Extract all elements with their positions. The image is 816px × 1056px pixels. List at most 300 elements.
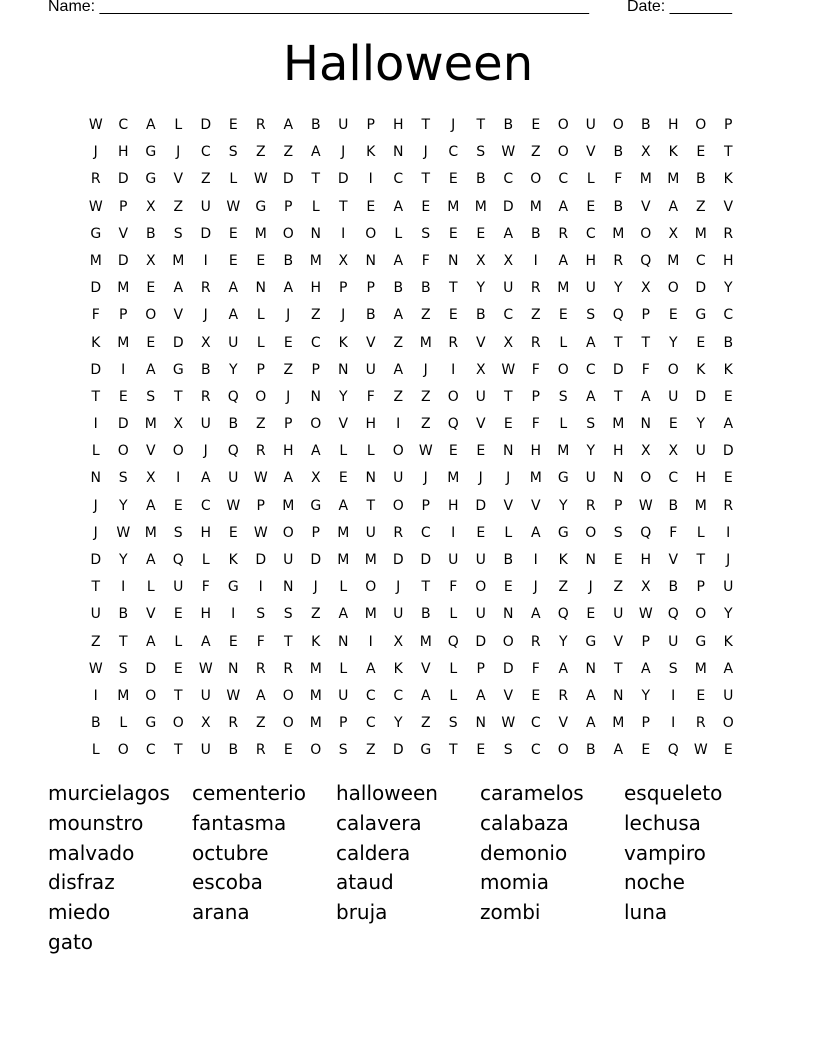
grid-letter: W [198,660,213,677]
grid-letter: L [256,307,265,324]
grid-letter: E [723,470,733,487]
grid-row [82,601,742,628]
grid-letter: P [366,280,375,297]
grid-letter: N [448,252,459,269]
grid-letter: P [641,633,650,650]
grid-letter: W [253,470,268,487]
grid-letter: C [420,524,431,541]
grid-letter: W [116,524,131,541]
grid-letter: K [723,361,733,378]
grid-letter: W [253,171,268,188]
grid-letter: O [640,225,652,242]
grid-letter: L [339,660,348,677]
word-list-item: ataud [336,870,394,895]
grid-row [82,302,742,329]
grid-letter: W [226,198,241,215]
grid-letter: A [530,606,541,623]
grid-letter: B [668,497,679,514]
grid-letter: V [173,307,184,324]
grid-letter: Q [667,742,679,759]
grid-letter: O [365,579,377,596]
grid-letter: A [393,361,404,378]
grid-letter: O [310,416,322,433]
grid-letter: H [530,443,542,460]
grid-letter: B [613,144,624,161]
word-list-item: disfraz [48,870,115,895]
grid-letter: F [641,361,650,378]
grid-letter: T [421,579,431,596]
grid-letter: E [338,470,348,487]
grid-letter: Y [641,687,651,704]
grid-letter: L [696,524,705,541]
word-list-item: calabaza [480,810,569,835]
grid-letter: T [641,334,651,351]
word-list-item: halloween [336,781,438,805]
grid-letter: D [337,171,349,188]
grid-letter: I [121,579,126,596]
grid-letter: X [640,280,651,297]
grid-letter: J [341,307,346,324]
grid-letter: D [172,334,184,351]
grid-letter: C [530,715,541,732]
grid-letter: K [228,552,238,568]
word-list-item: zombi [480,900,541,925]
grid-letter: O [667,361,679,378]
grid-letter: A [393,307,404,324]
grid-letter: D [420,552,432,568]
grid-letter: D [255,552,267,568]
grid-letter: E [448,171,458,188]
grid-letter: U [338,687,349,704]
grid-letter: E [503,416,513,433]
grid-row [82,683,742,710]
grid-letter: U [90,606,101,623]
grid-letter: E [696,334,706,351]
grid-letter: B [90,715,101,732]
grid-letter: A [558,660,569,677]
grid-letter: W [693,742,708,759]
grid-letter: A [145,497,156,514]
grid-letter: B [695,171,706,188]
grid-letter: G [227,579,239,596]
grid-letter: C [145,742,156,759]
grid-letter: N [393,144,404,161]
grid-letter: Y [586,443,596,460]
grid-letter: V [365,334,376,351]
grid-letter: F [669,524,678,541]
grid-letter: U [585,280,596,297]
grid-letter: R [695,715,706,732]
grid-letter: V [668,552,679,568]
name-field-label: Name: _______________________________________________________ [48,0,589,15]
grid-letter: C [668,470,679,487]
grid-letter: Z [90,633,101,650]
grid-letter: L [504,524,513,541]
grid-row [82,629,742,656]
grid-letter: O [475,579,487,596]
grid-letter: Q [640,252,652,269]
grid-letter: S [421,225,431,242]
grid-letter: T [613,388,623,405]
grid-letter: J [176,144,181,161]
grid-letter: Z [255,715,266,732]
grid-letter: P [696,579,705,596]
grid-letter: W [501,361,516,378]
grid-letter: C [365,715,376,732]
grid-letter: L [449,660,458,677]
grid-letter: E [476,742,486,759]
grid-letter: A [200,633,211,650]
grid-letter: M [694,660,707,677]
grid-letter: J [203,443,208,460]
grid-letter: W [226,687,241,704]
grid-letter: L [559,416,568,433]
grid-letter: R [283,660,294,677]
grid-letter: B [228,742,239,759]
grid-letter: O [640,470,652,487]
grid-letter: L [201,552,210,568]
grid-letter: T [91,579,101,596]
grid-letter: P [421,497,430,514]
grid-letter: D [200,117,212,133]
grid-letter: U [585,117,596,133]
grid-letter: C [530,742,541,759]
word-list-item: calavera [336,810,422,835]
grid-letter: O [585,524,597,541]
grid-letter: I [341,225,346,242]
grid-letter: T [448,742,458,759]
grid-letter: N [613,687,624,704]
grid-letter: X [145,198,156,215]
grid-letter: P [641,715,650,732]
grid-letter: L [394,225,403,242]
grid-letter: I [396,416,401,433]
grid-letter: Q [612,307,624,324]
grid-letter: E [586,198,596,215]
grid-letter: A [145,552,156,568]
grid-letter: O [695,117,707,133]
grid-letter: A [558,198,569,215]
grid-letter: R [448,334,459,351]
grid-letter: U [723,687,734,704]
grid-letter: W [501,715,516,732]
grid-letter: N [338,361,349,378]
grid-letter: G [557,524,569,541]
grid-letter: K [668,144,678,161]
grid-letter: S [586,416,596,433]
grid-letter: A [365,660,376,677]
grid-letter: D [475,633,487,650]
grid-letter: Y [118,497,128,514]
grid-letter: Z [558,579,569,596]
grid-letter: U [393,470,404,487]
grid-letter: P [531,388,540,405]
grid-letter: S [146,388,156,405]
grid-letter: I [726,524,731,541]
grid-letter: E [228,252,238,269]
grid-letter: K [393,660,403,677]
grid-letter: M [309,715,322,732]
grid-letter: D [310,552,322,568]
grid-letter: S [228,144,238,161]
grid-letter: I [231,606,236,623]
grid-letter: C [448,144,459,161]
grid-letter: Q [172,552,184,568]
grid-letter: B [420,606,431,623]
grid-letter: I [368,633,373,650]
grid-letter: Y [228,361,238,378]
grid-letter: P [339,280,348,297]
grid-letter: Q [227,388,239,405]
grid-letter: J [93,524,98,541]
grid-letter: E [531,687,541,704]
grid-row [82,574,742,601]
grid-letter: H [310,280,322,297]
grid-letter: U [200,416,211,433]
word-list-item: malvado [48,840,135,865]
grid-letter: P [119,198,128,215]
grid-letter: L [91,443,100,460]
grid-letter: C [503,171,514,188]
grid-letter: O [557,117,569,133]
grid-letter: R [558,687,569,704]
grid-letter: E [228,117,238,133]
grid-letter: F [531,660,540,677]
grid-letter: S [256,606,266,623]
grid-letter: U [503,280,514,297]
grid-letter: D [117,252,129,269]
grid-letter: V [145,606,156,623]
grid-letter: L [449,606,458,623]
grid-letter: N [310,225,321,242]
grid-letter: L [256,334,265,351]
grid-letter: Y [558,497,568,514]
grid-letter: T [448,280,458,297]
grid-letter: M [364,606,377,623]
word-list-item: momia [480,870,550,895]
grid-letter: E [366,198,376,215]
grid-letter: N [585,660,596,677]
grid-letter: O [172,715,184,732]
grid-letter: I [533,252,538,269]
grid-letter: R [530,633,541,650]
grid-letter: S [558,388,568,405]
grid-letter: E [146,280,156,297]
grid-letter: W [88,117,103,133]
grid-letter: P [119,307,128,324]
grid-letter: V [475,416,486,433]
grid-letter: Y [558,633,568,650]
grid-letter: C [723,307,734,324]
grid-letter: S [283,606,293,623]
grid-letter: F [531,361,540,378]
grid-letter: P [284,198,293,215]
grid-letter: O [282,687,294,704]
date-field-label: Date: _______ [627,0,732,15]
grid-letter: J [203,307,208,324]
grid-letter: V [613,633,624,650]
grid-letter: L [339,443,348,460]
grid-letter: A [585,388,596,405]
word-list-item: noche [624,870,685,895]
grid-letter: L [449,687,458,704]
grid-letter: A [145,361,156,378]
grid-row [82,737,742,764]
grid-letter: E [283,742,293,759]
grid-row [82,275,742,302]
grid-letter: E [558,307,568,324]
word-list-item: luna [624,900,668,925]
grid-letter: E [668,307,678,324]
grid-letter: T [91,388,101,405]
grid-row [82,493,742,520]
grid-letter: B [503,117,514,133]
grid-letter: W [226,497,241,514]
grid-letter: P [366,117,375,133]
grid-letter: L [91,742,100,759]
grid-letter: D [90,361,102,378]
word-list [48,779,778,958]
grid-letter: T [173,687,183,704]
grid-letter: T [283,633,293,650]
grid-letter: G [172,361,184,378]
grid-letter: V [420,660,431,677]
grid-letter: O [255,388,267,405]
grid-letter: B [393,280,404,297]
grid-letter: X [668,225,679,242]
grid-letter: E [448,225,458,242]
grid-letter: R [585,497,596,514]
grid-letter: H [200,606,212,623]
grid-letter: U [365,524,376,541]
grid-letter: S [338,742,348,759]
grid-letter: M [667,171,680,188]
grid-letter: M [529,470,542,487]
grid-letter: I [671,715,676,732]
word-list-item: cementerio [192,781,306,805]
grid-letter: F [449,579,458,596]
grid-letter: U [228,334,239,351]
grid-letter: S [118,470,128,487]
grid-letter: V [585,144,596,161]
grid-letter: M [117,280,130,297]
grid-letter: W [88,660,103,677]
grid-letter: O [145,687,157,704]
grid-letter: Z [255,416,266,433]
word-list-item: caldera [336,840,411,865]
grid-letter: L [229,171,238,188]
grid-letter: B [200,361,211,378]
grid-letter: G [695,633,707,650]
grid-letter: M [612,225,625,242]
grid-row [82,248,742,275]
grid-letter: H [117,144,129,161]
grid-letter: T [476,117,486,133]
grid-letter: G [255,198,267,215]
grid-letter: C [393,687,404,704]
grid-letter: A [585,334,596,351]
grid-letter: H [612,443,624,460]
grid-letter: R [255,117,266,133]
grid-letter: M [557,443,570,460]
page-title: Halloween [282,36,534,92]
grid-letter: L [174,117,183,133]
grid-letter: R [723,225,734,242]
grid-letter: V [503,687,514,704]
grid-letter: Q [667,606,679,623]
grid-letter: P [724,117,733,133]
grid-letter: M [282,497,295,514]
grid-letter: N [365,252,376,269]
grid-letter: Y [118,552,128,568]
grid-letter: I [533,552,538,568]
grid-letter: M [309,660,322,677]
grid-letter: S [613,524,623,541]
grid-letter: D [475,497,487,514]
grid-letter: Y [723,280,733,297]
grid-letter: P [311,361,320,378]
grid-letter: A [585,715,596,732]
word-list-item: demonio [480,840,568,865]
grid-letter: U [448,552,459,568]
grid-letter: A [338,497,349,514]
grid-letter: H [667,117,679,133]
grid-letter: A [283,470,294,487]
grid-letter: S [173,225,183,242]
grid-letter: B [365,307,376,324]
grid-letter: U [200,742,211,759]
grid-letter: E [283,334,293,351]
grid-letter: R [558,225,569,242]
grid-letter: C [393,171,404,188]
grid-letter: O [667,280,679,297]
grid-letter: V [503,497,514,514]
grid-letter: B [228,416,239,433]
grid-letter: E [228,633,238,650]
grid-letter: G [145,715,157,732]
grid-letter: E [476,443,486,460]
grid-letter: N [503,443,514,460]
grid-letter: X [200,715,211,732]
grid-letter: E [256,252,266,269]
grid-letter: J [286,307,291,324]
grid-letter: G [420,742,432,759]
grid-letter: F [614,171,623,188]
grid-letter: H [640,552,652,568]
grid-letter: W [501,144,516,161]
grid-letter: Z [283,361,294,378]
grid-letter: D [90,280,102,297]
grid-letter: H [695,470,707,487]
grid-letter: K [723,633,733,650]
grid-letter: M [337,552,350,568]
grid-letter: R [228,715,239,732]
grid-letter: E [696,144,706,161]
grid-letter: U [228,470,239,487]
grid-letter: B [530,225,541,242]
grid-letter: J [286,388,291,405]
grid-letter: B [118,606,129,623]
grid-letter: N [310,388,321,405]
grid-letter: L [339,579,348,596]
grid-row [82,384,742,411]
grid-letter: U [668,633,679,650]
grid-letter: N [90,470,101,487]
grid-letter: B [585,742,596,759]
grid-letter: M [89,252,102,269]
grid-letter: R [200,280,211,297]
grid-letter: X [173,416,184,433]
